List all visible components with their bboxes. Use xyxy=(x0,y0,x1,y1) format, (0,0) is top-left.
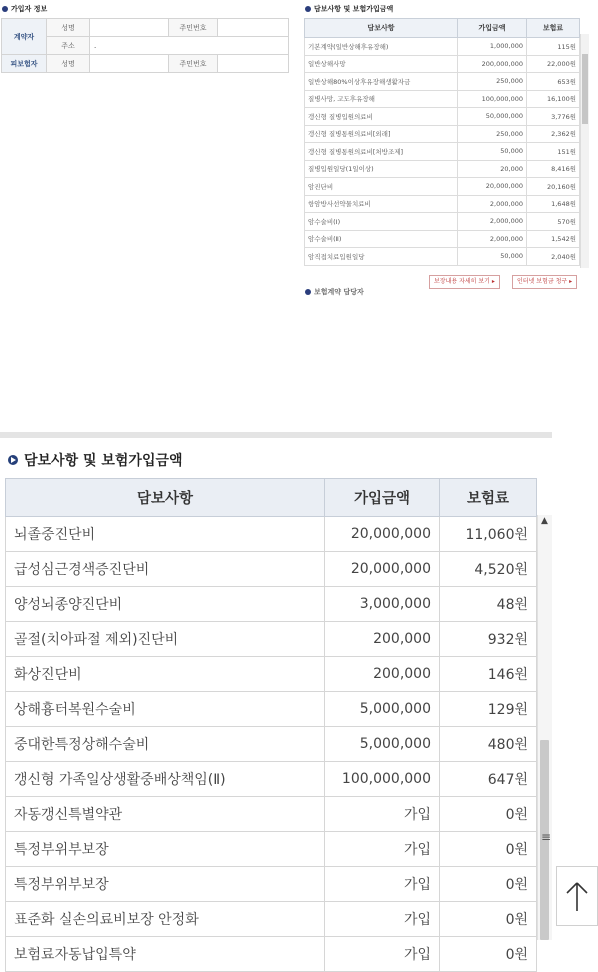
cell-amount: 3,000,000 xyxy=(325,587,440,622)
table-row xyxy=(6,832,537,867)
table-row xyxy=(305,143,580,161)
cell-premium: 647원 xyxy=(440,762,537,797)
table-row xyxy=(6,587,537,622)
arrow-up-icon xyxy=(565,879,589,913)
cell-coverage: 양성뇌종양진단비 xyxy=(6,587,325,622)
table-header-row xyxy=(305,19,580,38)
coverage-scrollbar[interactable] xyxy=(537,515,552,940)
section-bullet-icon xyxy=(2,6,8,12)
table-row xyxy=(305,160,580,178)
separator-bar xyxy=(0,432,552,438)
contract-manager-title: 보험계약 담당자 xyxy=(305,287,364,297)
table-row xyxy=(305,125,580,143)
cell-premium: 146원 xyxy=(440,657,537,692)
section-bullet-icon xyxy=(305,6,311,12)
cell-premium: 3,776원 xyxy=(527,108,580,126)
cell-coverage: 갱신형 질병통원의료비[처방조제] xyxy=(305,143,458,161)
table-row xyxy=(305,108,580,126)
cell-premium: 8,416원 xyxy=(527,160,580,178)
online-claim-button[interactable]: 인터넷 보험금 청구 ▸ xyxy=(512,275,577,289)
col-header-amount: 가입금액 xyxy=(458,19,527,38)
cell-coverage: 항암방사선약물치료비 xyxy=(305,195,458,213)
label-name: 성명 xyxy=(47,55,90,73)
cell-amount: 2,000,000 xyxy=(458,195,527,213)
join-head-contractor: 계약자 xyxy=(2,19,47,55)
cell-coverage: 상해흉터복원수술비 xyxy=(6,692,325,727)
col-header-amount: 가입금액 xyxy=(325,479,440,517)
cell-coverage: 갱신형 질병입원의료비 xyxy=(305,108,458,126)
cell-amount: 가입 xyxy=(325,832,440,867)
cell-premium: 2,362원 xyxy=(527,125,580,143)
cell-amount: 100,000,000 xyxy=(458,90,527,108)
cell-coverage: 골절(치아파절 제외)진단비 xyxy=(6,622,325,657)
table-row xyxy=(6,937,537,972)
menu-lines-icon: ≡ xyxy=(541,830,552,844)
cell-amount: 50,000 xyxy=(458,248,527,266)
cell-amount: 5,000,000 xyxy=(325,727,440,762)
section-arrow-icon xyxy=(8,455,18,465)
cell-coverage: 질병입원일당(1일이상) xyxy=(305,160,458,178)
value-address: . xyxy=(90,37,289,55)
table-row xyxy=(6,622,537,657)
table-row xyxy=(6,727,537,762)
cell-amount: 2,000,000 xyxy=(458,230,527,248)
cell-coverage: 일반상해사망 xyxy=(305,55,458,73)
scroll-to-top-button[interactable] xyxy=(556,866,598,926)
coverage-table-small xyxy=(304,18,580,266)
section-bullet-icon xyxy=(305,289,311,295)
cell-coverage: 암수술비(Ⅱ) xyxy=(305,230,458,248)
cell-premium: 0원 xyxy=(440,902,537,937)
cell-amount: 200,000 xyxy=(325,622,440,657)
cell-premium: 0원 xyxy=(440,867,537,902)
detail-view-button[interactable]: 보장내용 자세히 보기 ▸ xyxy=(429,275,500,289)
cell-amount: 250,000 xyxy=(458,73,527,91)
table-row xyxy=(305,178,580,196)
cell-amount: 200,000 xyxy=(325,657,440,692)
col-header-premium: 보험료 xyxy=(527,19,580,38)
cell-premium: 2,040원 xyxy=(527,248,580,266)
table-row xyxy=(6,517,537,552)
cell-premium: 48원 xyxy=(440,587,537,622)
cell-premium: 570원 xyxy=(527,213,580,231)
join-info-table xyxy=(1,18,289,73)
cell-premium: 22,000원 xyxy=(527,55,580,73)
table-row xyxy=(305,213,580,231)
table-row xyxy=(305,230,580,248)
cell-amount: 50,000 xyxy=(458,143,527,161)
cell-coverage: 특정부위부보장 xyxy=(6,867,325,902)
cell-coverage: 특정부위부보장 xyxy=(6,832,325,867)
cell-premium: 0원 xyxy=(440,937,537,972)
coverage-table-small-body xyxy=(305,38,580,266)
table-row xyxy=(305,248,580,266)
cell-amount: 가입 xyxy=(325,937,440,972)
label-id-number: 주민번호 xyxy=(169,55,218,73)
table-row xyxy=(305,38,580,56)
cell-amount: 가입 xyxy=(325,902,440,937)
table-row xyxy=(6,657,537,692)
table-header-row xyxy=(6,479,537,517)
cell-premium: 11,060원 xyxy=(440,517,537,552)
cell-coverage: 질병사망, 고도후유장해 xyxy=(305,90,458,108)
coverage-table-container[interactable] xyxy=(5,478,551,963)
cell-premium: 932원 xyxy=(440,622,537,657)
scroll-up-icon[interactable]: ▲ xyxy=(541,516,548,526)
cell-coverage: 자동갱신특별약관 xyxy=(6,797,325,832)
cell-amount: 가입 xyxy=(325,867,440,902)
cell-coverage: 기본계약(일반상해후유장해) xyxy=(305,38,458,56)
cell-premium: 20,160원 xyxy=(527,178,580,196)
table-row xyxy=(6,902,537,937)
scrollbar-thumb[interactable] xyxy=(582,54,588,124)
cell-coverage: 뇌졸중진단비 xyxy=(6,517,325,552)
cell-coverage: 암직접치료입원일당 xyxy=(305,248,458,266)
value-id-number xyxy=(218,19,289,37)
cell-amount: 100,000,000 xyxy=(325,762,440,797)
cell-coverage: 암진단비 xyxy=(305,178,458,196)
value-name xyxy=(90,19,169,37)
cell-coverage: 암수술비(Ⅰ) xyxy=(305,213,458,231)
col-header-coverage: 담보사항 xyxy=(305,19,458,38)
cell-coverage: 표준화 실손의료비보장 안정화 xyxy=(6,902,325,937)
cell-premium: 4,520원 xyxy=(440,552,537,587)
coverage-small-scrollbar[interactable] xyxy=(580,34,589,268)
cell-amount: 200,000,000 xyxy=(458,55,527,73)
cell-amount: 가입 xyxy=(325,797,440,832)
coverage-title: 담보사항 및 보험가입금액 xyxy=(8,450,183,470)
cell-premium: 1,648원 xyxy=(527,195,580,213)
cell-premium: 1,542원 xyxy=(527,230,580,248)
cell-amount: 1,000,000 xyxy=(458,38,527,56)
col-header-premium: 보험료 xyxy=(440,479,537,517)
table-row xyxy=(305,90,580,108)
cell-premium: 0원 xyxy=(440,797,537,832)
cell-coverage: 일반상해80%이상후유장해생활자금 xyxy=(305,73,458,91)
table-row xyxy=(6,552,537,587)
cell-amount: 20,000,000 xyxy=(325,517,440,552)
cell-amount: 5,000,000 xyxy=(325,692,440,727)
cell-premium: 129원 xyxy=(440,692,537,727)
cell-premium: 480원 xyxy=(440,727,537,762)
cell-premium: 0원 xyxy=(440,832,537,867)
table-row xyxy=(6,692,537,727)
cell-amount: 250,000 xyxy=(458,125,527,143)
cell-coverage: 급성심근경색증진단비 xyxy=(6,552,325,587)
col-header-coverage: 담보사항 xyxy=(6,479,325,517)
join-info-title: 가입자 정보 xyxy=(2,4,47,14)
cell-coverage: 보험료자동납입특약 xyxy=(6,937,325,972)
label-name: 성명 xyxy=(47,19,90,37)
cell-premium: 16,100원 xyxy=(527,90,580,108)
table-row xyxy=(2,19,289,37)
coverage-table-body xyxy=(6,517,537,972)
table-row xyxy=(305,73,580,91)
cell-premium: 653원 xyxy=(527,73,580,91)
cell-amount: 20,000,000 xyxy=(458,178,527,196)
cell-premium: 151원 xyxy=(527,143,580,161)
table-row xyxy=(6,762,537,797)
table-row xyxy=(305,195,580,213)
cell-amount: 50,000,000 xyxy=(458,108,527,126)
label-id-number: 주민번호 xyxy=(169,19,218,37)
cell-amount: 20,000,000 xyxy=(325,552,440,587)
value-name xyxy=(90,55,169,73)
cell-premium: 115원 xyxy=(527,38,580,56)
coverage-title-small: 담보사항 및 보험가입금액 xyxy=(305,4,393,14)
cell-coverage: 갱신형 가족일상생활중배상책임(Ⅱ) xyxy=(6,762,325,797)
cell-amount: 20,000 xyxy=(458,160,527,178)
cell-coverage: 갱신형 질병통원의료비[외래] xyxy=(305,125,458,143)
cell-coverage: 중대한특정상해수술비 xyxy=(6,727,325,762)
label-address: 주소 xyxy=(47,37,90,55)
top-screenshot xyxy=(0,0,596,300)
table-row xyxy=(6,867,537,902)
cell-amount: 2,000,000 xyxy=(458,213,527,231)
table-row xyxy=(2,55,289,73)
coverage-table xyxy=(5,478,537,972)
cell-coverage: 화상진단비 xyxy=(6,657,325,692)
table-row xyxy=(6,797,537,832)
value-id-number xyxy=(218,55,289,73)
table-row xyxy=(305,55,580,73)
join-head-insured: 피보험자 xyxy=(2,55,47,73)
